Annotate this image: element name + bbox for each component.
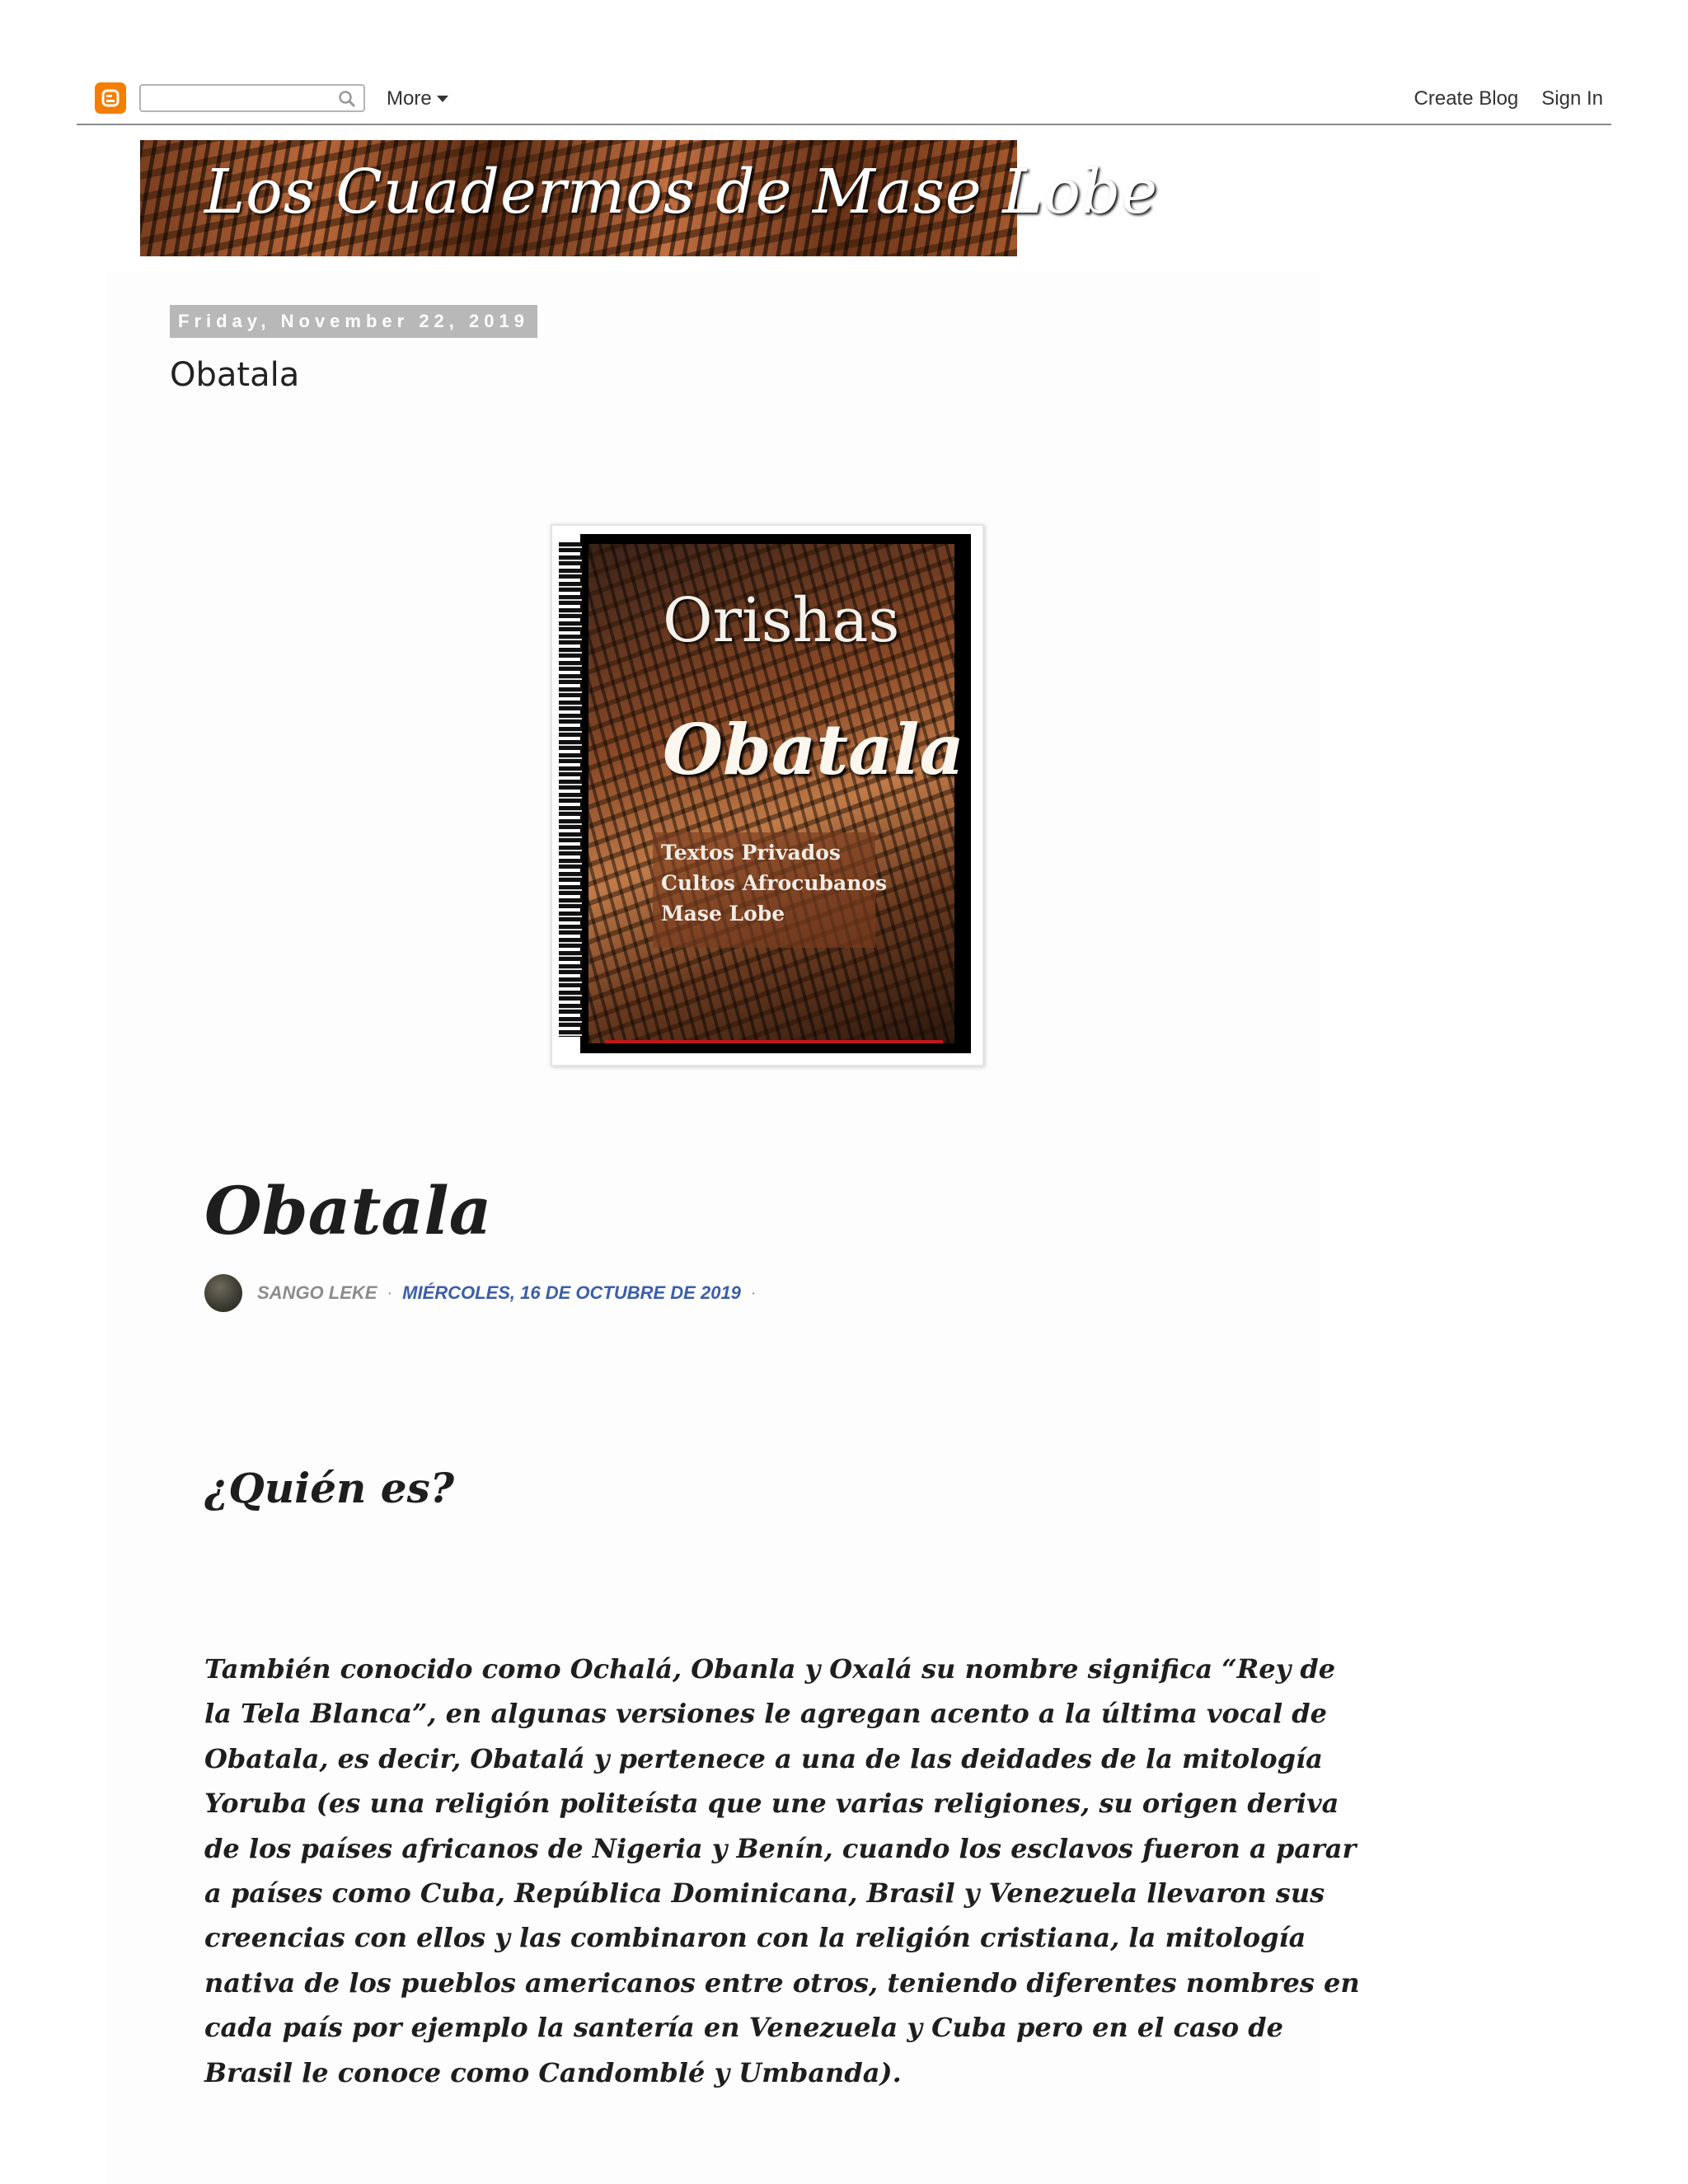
cover-caption-line: Mase Lobe	[661, 902, 785, 926]
post-title[interactable]: Obatala	[170, 356, 300, 394]
post-date-header: Friday, November 22, 2019	[170, 305, 537, 338]
search-input[interactable]	[139, 84, 365, 112]
body-line: Brasil le conoce como Candomblé y Umbanda).	[204, 2056, 902, 2088]
cover-subtitle: Obatala	[663, 709, 964, 790]
article-body	[204, 1647, 1360, 2095]
create-blog-link[interactable]: Create Blog	[1414, 87, 1519, 110]
more-label: More	[387, 87, 432, 110]
body-line: la Tela Blanca”, en algunas versiones le agregan acento a la última vocal de	[204, 1698, 1328, 1730]
search-icon[interactable]	[337, 89, 357, 109]
blogger-logo-icon[interactable]	[95, 82, 126, 114]
body-line: nativa de los pueblos americanos entre otros, teniendo diferentes nombres en	[204, 1966, 1360, 1999]
notebook-cover	[580, 534, 971, 1053]
body-line: cada país por ejemplo la santería en Venezuela y Cuba pero en el caso de	[204, 2012, 1283, 2044]
article-title: Obatala	[204, 1172, 492, 1249]
body-line: Obatala, es decir, Obatalá y pertenece a una de las deidades de la mitología	[204, 1742, 1323, 1774]
cover-artwork	[588, 544, 964, 1043]
blogger-navbar	[77, 76, 1611, 125]
caret-down-icon	[437, 96, 448, 102]
cover-caption-line: Textos Privados	[661, 841, 841, 865]
body-line: de los países africanos de Nigeria y Benín, cuando los esclavos fueron a parar	[204, 1832, 1357, 1864]
cover-caption-line: Cultos Afrocubanos	[661, 871, 888, 895]
body-line: creencias con ellos y las combinaron con la religión cristiana, la mitología	[204, 1922, 1306, 1954]
body-line: También conocido como Ochalá, Obanla y Oxalá su nombre significa “Rey de	[204, 1653, 1336, 1685]
book-cover-image[interactable]	[551, 524, 984, 1066]
blog-title: Los Cuadermos de Mase Lobe	[204, 157, 1159, 227]
nav-links	[1414, 87, 1603, 110]
byline-separator: ·	[387, 1283, 393, 1302]
body-line: Yoruba (es una religión politeísta que une varias religiones, su origen deriva	[204, 1788, 1339, 1820]
blog-header-banner[interactable]	[140, 140, 1159, 256]
author-avatar[interactable]	[204, 1274, 242, 1312]
article-date-link[interactable]: MIÉRCOLES, 16 DE OCTUBRE DE 2019	[402, 1282, 741, 1303]
spiral-binding	[559, 542, 582, 1037]
author-name[interactable]: SANGO LEKE	[257, 1282, 377, 1303]
section-heading: ¿Quién es?	[204, 1464, 455, 1512]
cover-red-stripe	[605, 1040, 943, 1043]
body-line: a países como Cuba, República Dominicana, Brasil y Venezuela llevaron sus	[204, 1877, 1325, 1910]
byline-separator: ·	[750, 1283, 757, 1302]
sign-in-link[interactable]: Sign In	[1541, 87, 1603, 110]
cover-caption	[653, 832, 888, 948]
cover-title: Orishas	[663, 585, 900, 656]
more-menu-button[interactable]	[387, 87, 448, 110]
article-byline	[204, 1274, 767, 1312]
